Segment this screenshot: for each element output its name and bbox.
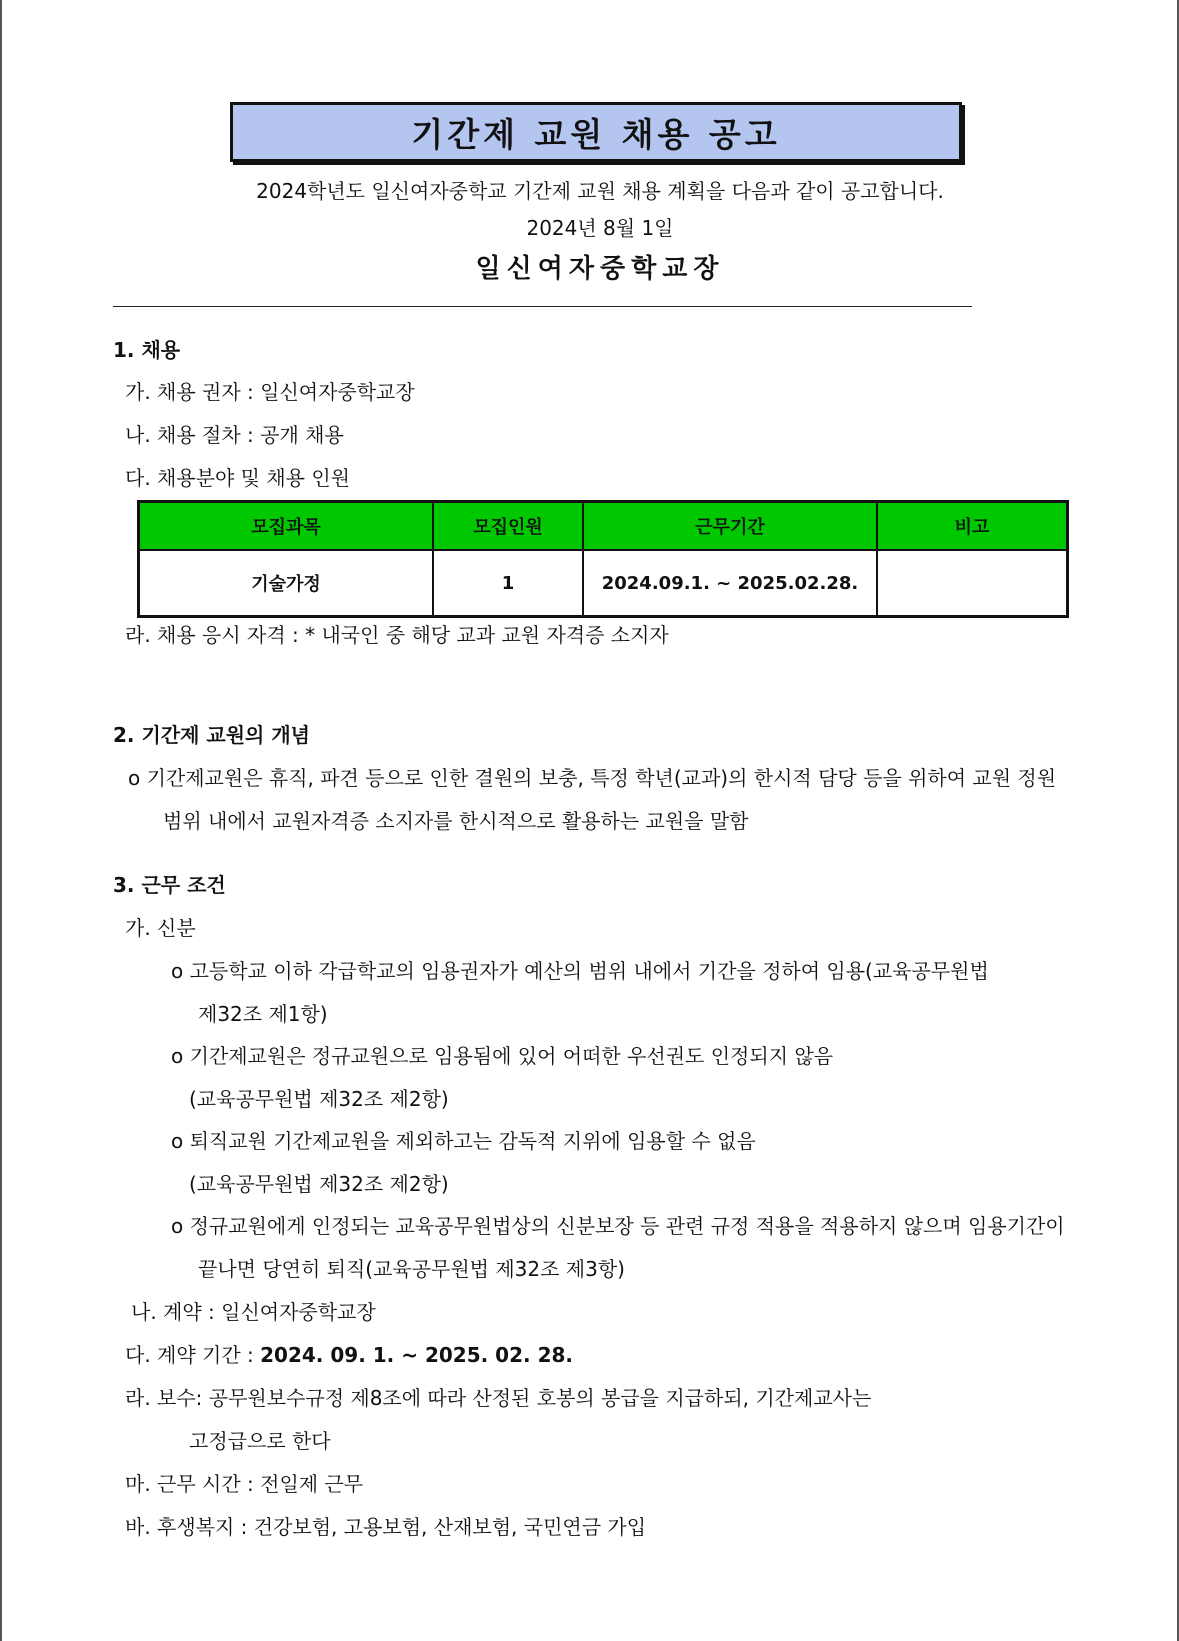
table-cell-period: 2024.09.1. ~ 2025.02.28. <box>583 550 877 617</box>
section3-bullet3-line2: (교육공무원법 제32조 제2항) <box>189 1172 449 1196</box>
section3-welfare: 바. 후생복지 : 건강보험, 고용보험, 산재보험, 국민연금 가입 <box>125 1515 647 1539</box>
section3-bullet2-line2: (교육공무원법 제32조 제2항) <box>189 1087 449 1111</box>
page-border-left <box>0 0 2 1641</box>
table-cell-count: 1 <box>433 550 583 617</box>
section2-heading: 2. 기간제 교원의 개념 <box>113 723 310 747</box>
section3-heading: 3. 근무 조건 <box>113 873 226 897</box>
document-title: 기간제 교원 채용 공고 <box>230 102 962 162</box>
table-header-note: 비고 <box>877 502 1068 551</box>
section3-pay-line2: 고정급으로 한다 <box>189 1429 331 1453</box>
table-header-subject: 모집과목 <box>139 502 434 551</box>
principal-name: 일신여자중학교장 <box>475 254 725 284</box>
table-cell-note <box>877 550 1068 617</box>
contract-period-value: 2024. 09. 1. ~ 2025. 02. 28. <box>260 1343 574 1367</box>
contract-period-label: 다. 계약 기간 : <box>125 1343 261 1367</box>
divider <box>113 306 972 307</box>
table-header-count: 모집인원 <box>433 502 583 551</box>
section1-item-d: 라. 채용 응시 자격 : * 내국인 중 해당 교과 교원 자격증 소지자 <box>125 623 669 647</box>
section3-pay-line1: 라. 보수: 공무원보수규정 제8조에 따라 산정된 호봉의 봉급을 지급하되, 기간제교사는 <box>125 1386 872 1410</box>
section3-bullet1-line2: 제32조 제1항) <box>198 1002 328 1026</box>
section3-hours: 마. 근무 시간 : 전일제 근무 <box>125 1472 364 1496</box>
section3-item-a: 가. 신분 <box>125 916 196 940</box>
section1-item-b: 나. 채용 절차 : 공개 채용 <box>125 423 344 447</box>
section1-item-a: 가. 채용 권자 : 일신여자중학교장 <box>125 380 415 404</box>
section1-heading: 1. 채용 <box>113 338 181 362</box>
section3-bullet4-line1: o 정규교원에게 인정되는 교육공무원법상의 신분보장 등 관련 규정 적용을 적용하지 않으며 임용기간이 <box>171 1214 1065 1238</box>
section2-line2: 범위 내에서 교원자격증 소지자를 한시적으로 활용하는 교원을 말함 <box>163 809 749 833</box>
section3-bullet1-line1: o 고등학교 이하 각급학교의 임용권자가 예산의 범위 내에서 기간을 정하여 임용(교육공무원법 <box>171 959 989 983</box>
table-cell-subject: 기술가정 <box>139 550 434 617</box>
section3-contract: 나. 계약 : 일신여자중학교장 <box>131 1300 376 1324</box>
intro-text: 2024학년도 일신여자중학교 기간제 교원 채용 계획을 다음과 같이 공고합니다. <box>256 179 944 203</box>
section3-bullet3-line1: o 퇴직교원 기간제교원을 제외하고는 감독적 지위에 임용할 수 없음 <box>171 1129 756 1153</box>
table-header-period: 근무기간 <box>583 502 877 551</box>
section1-item-c: 다. 채용분야 및 채용 인원 <box>125 466 350 490</box>
table-row <box>139 550 1068 617</box>
table-header-row <box>139 502 1068 551</box>
section2-line1: o 기간제교원은 휴직, 파견 등으로 인한 결원의 보충, 특정 학년(교과)의 한시적 담당 등을 위하여 교원 정원 <box>128 766 1057 790</box>
section3-bullet2-line1: o 기간제교원은 정규교원으로 임용됨에 있어 어떠한 우선권도 인정되지 않음 <box>171 1044 834 1068</box>
recruitment-table <box>137 500 1069 618</box>
section3-contract-period <box>125 1339 573 1368</box>
section3-bullet4-line2: 끝나면 당연히 퇴직(교육공무원법 제32조 제3항) <box>198 1257 625 1281</box>
announcement-date: 2024년 8월 1일 <box>526 216 674 240</box>
